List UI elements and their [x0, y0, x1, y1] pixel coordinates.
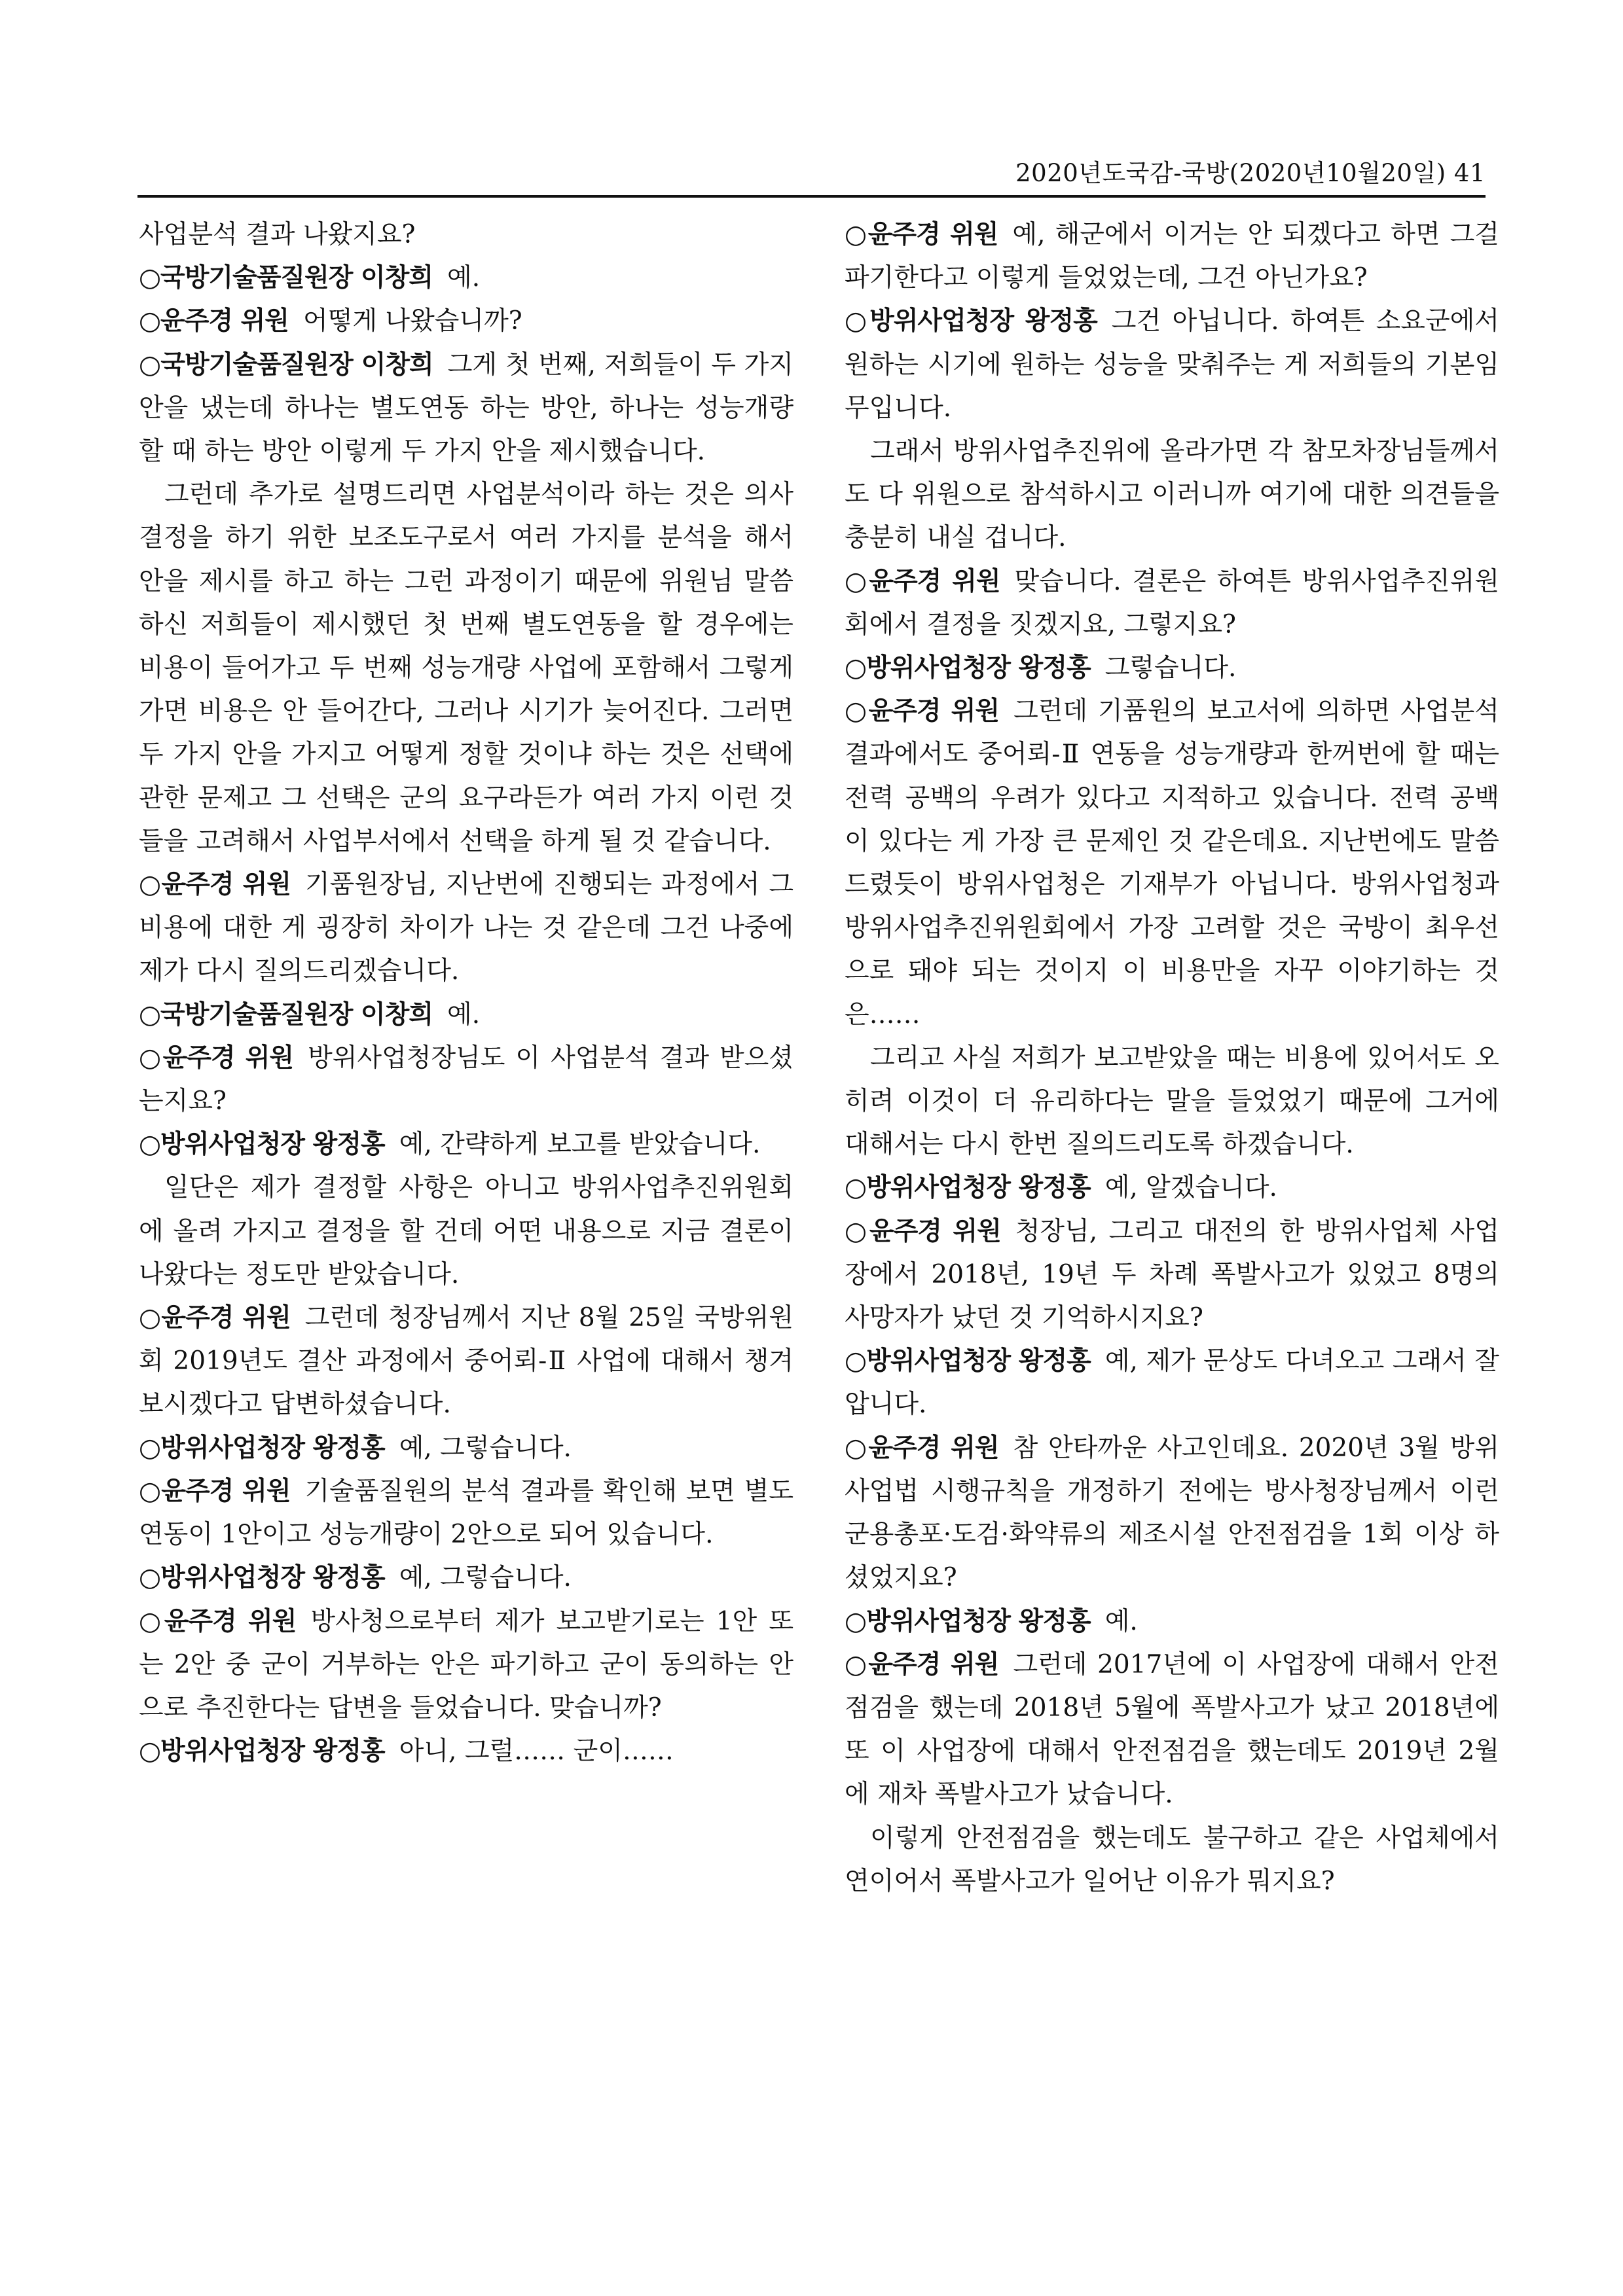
speaker-label: ○윤주경 위원: [139, 1043, 294, 1073]
speech-text: 예.: [447, 263, 481, 293]
speaker-label: ○윤주경 위원: [139, 1476, 291, 1506]
speech-paragraph: [845, 1600, 1499, 1643]
speech-text: 사업분석 결과 나왔지요?: [139, 220, 416, 249]
speaker-label: ○방위사업청장 왕정홍: [139, 1433, 385, 1463]
speech-text: 이렇게 안전점검을 했는데도 불구하고 같은 사업체에서 연이어서 폭발사고가 일어난 이유가 뭐지요?: [845, 1823, 1499, 1896]
speaker-label: ○국방기술품질원장 이창희: [139, 350, 433, 380]
speech-paragraph: [845, 1166, 1499, 1210]
speaker-label: ○국방기술품질원장 이창희: [139, 263, 433, 293]
speech-text: 예, 해군에서 이거는 안 되겠다고 하면 그걸 파기한다고 이렇게 들었었는데, 그건 아닌가요?: [845, 220, 1499, 293]
speech-text: 그런데 청장님께서 지난 8월 25일 국방위원회 2019년도 결산 과정에서 중어뢰-Ⅱ 사업에 대해서 챙겨 보시겠다고 답변하셨습니다.: [139, 1303, 793, 1420]
speech-text: 기술품질원의 분석 결과를 확인해 보면 별도연동이 1안이고 성능개량이 2안으로 되어 있습니다.: [139, 1476, 793, 1550]
continuation-paragraph: [139, 213, 793, 257]
speech-paragraph: [845, 1427, 1499, 1600]
speech-paragraph: [845, 1210, 1499, 1340]
speech-text: 그래서 방위사업추진위에 올라가면 각 참모차장님들께서도 다 위원으로 참석하시고 이러니까 여기에 대한 의견들을 충분히 내실 겁니다.: [845, 437, 1499, 553]
speech-text: 맞습니다. 결론은 하여튼 방위사업추진위원회에서 결정을 짓겠지요, 그렇지요?: [845, 566, 1499, 639]
speaker-label: ○방위사업청장 왕정홍: [845, 1606, 1091, 1636]
speaker-label: ○방위사업청장 왕정홍: [139, 1563, 385, 1593]
continuation-paragraph: [845, 1037, 1499, 1167]
speech-text: 일단은 제가 결정할 사항은 아니고 방위사업추진위원회에 올려 가지고 결정을 할 건데 어떤 내용으로 지금 결론이 나왔다는 정도만 받았습니다.: [139, 1173, 793, 1289]
speech-paragraph: [139, 1297, 793, 1427]
continuation-paragraph: [139, 473, 793, 863]
speaker-label: ○윤주경 위원: [845, 1216, 1001, 1246]
speech-text: 그런데 기품원의 보고서에 의하면 사업분석 결과에서도 중어뢰-Ⅱ 연동을 성능개량과 한꺼번에 할 때는 전력 공백의 우려가 있다고 지적하고 있습니다. 전력 공백이 있다는 게 가장 큰 문제인 것 같은데요. 지난번에도 말씀드렸듯이 방위사업청은 기재부가 아닙니다. 방위사업청과 방위사업추진위원회에서 가장 고려할 것은 국방이 최우선으로 돼야 되는 것이지 이 비용만을 자꾸 이야기하는 것은……: [845, 696, 1499, 1030]
speech-text: 아니, 그럴…… 군이……: [399, 1736, 674, 1767]
speech-text: 그리고 사실 저희가 보고받았을 때는 비용에 있어서도 오히려 이것이 더 유리하다는 말을 들었었기 때문에 그거에 대해서는 다시 한번 질의드리도록 하겠습니다.: [845, 1043, 1499, 1160]
speaker-label: ○방위사업청장 왕정홍: [845, 653, 1091, 683]
speech-paragraph: [139, 1730, 793, 1773]
speaker-label: ○국방기술품질원장 이창희: [139, 999, 433, 1030]
speaker-label: ○윤주경 위원: [845, 1649, 999, 1679]
speech-text: 예, 그렇습니다.: [399, 1433, 572, 1463]
speaker-label: ○방위사업청장 왕정홍: [139, 1736, 385, 1767]
speech-text: 청장님, 그리고 대전의 한 방위사업체 사업장에서 2018년, 19년 두 차례 폭발사고가 있었고 8명의 사망자가 났던 것 기억하시지요?: [845, 1216, 1499, 1333]
speech-paragraph: [845, 1340, 1499, 1426]
speech-text: 방위사업청장님도 이 사업분석 결과 받으셨는지요?: [139, 1043, 793, 1117]
left-column: [139, 213, 793, 1773]
continuation-paragraph: [845, 1817, 1499, 1903]
speech-paragraph: [139, 344, 793, 474]
speaker-label: ○방위사업청장 왕정홍: [845, 306, 1097, 336]
speech-paragraph: [139, 1123, 793, 1166]
speech-text: 예, 제가 문상도 다녀오고 그래서 잘 압니다.: [845, 1346, 1499, 1420]
speaker-label: ○방위사업청장 왕정홍: [845, 1346, 1091, 1376]
speech-paragraph: [845, 213, 1499, 300]
speech-text: 예.: [447, 999, 481, 1030]
speaker-label: ○윤주경 위원: [139, 870, 291, 900]
speaker-label: ○윤주경 위원: [845, 566, 1000, 596]
continuation-paragraph: [139, 1166, 793, 1297]
speech-paragraph: [139, 1470, 793, 1556]
speaker-label: ○윤주경 위원: [845, 220, 998, 249]
right-column: [845, 213, 1499, 1903]
speech-text: 어떻게 나왔습니까?: [302, 306, 522, 336]
speaker-label: ○윤주경 위원: [845, 696, 1000, 726]
speech-text: 예, 알겠습니다.: [1104, 1173, 1277, 1203]
speech-paragraph: [139, 257, 793, 300]
header-title: 2020년도국감-국방(2020년10월20일) 41: [1015, 159, 1486, 187]
speech-text: 그런데 2017년에 이 사업장에 대해서 안전점검을 했는데 2018년 5월에 폭발사고가 났고 2018년에 또 이 사업장에 대해서 안전점검을 했는데도 2019년 2월에 재차 폭발사고가 났습니다.: [845, 1649, 1499, 1810]
speech-text: 방사청으로부터 제가 보고받기로는 1안 또는 2안 중 군이 거부하는 안은 파기하고 군이 동의하는 안으로 추진한다는 답변을 들었습니다. 맞습니까?: [139, 1606, 794, 1723]
speech-paragraph: [845, 647, 1499, 690]
speech-text: 예, 그렇습니다.: [399, 1563, 572, 1593]
speech-text: 그렇습니다.: [1104, 653, 1237, 683]
speaker-label: ○방위사업청장 왕정홍: [845, 1173, 1091, 1203]
speech-text: 예.: [1104, 1606, 1138, 1636]
speech-paragraph: [845, 1643, 1499, 1817]
speech-text: 기품원장님, 지난번에 진행되는 과정에서 그 비용에 대한 게 굉장히 차이가 나는 것 같은데 그건 나중에 제가 다시 질의드리겠습니다.: [139, 870, 793, 986]
speech-text: 그게 첫 번째, 저희들이 두 가지 안을 냈는데 하나는 별도연동 하는 방안, 하나는 성능개량 할 때 하는 방안 이렇게 두 가지 안을 제시했습니다.: [139, 350, 793, 467]
speech-paragraph: [139, 1037, 793, 1123]
speech-paragraph: [139, 994, 793, 1037]
speaker-label: ○윤주경 위원: [845, 1433, 999, 1463]
speech-paragraph: [139, 1600, 793, 1731]
speaker-label: ○윤주경 위원: [139, 1303, 291, 1333]
continuation-paragraph: [845, 430, 1499, 560]
speech-paragraph: [139, 1427, 793, 1470]
speech-paragraph: [139, 300, 793, 343]
speech-paragraph: [845, 690, 1499, 1037]
speech-paragraph: [139, 863, 793, 994]
speaker-label: ○방위사업청장 왕정홍: [139, 1130, 385, 1160]
speech-text: 그런데 추가로 설명드리면 사업분석이라 하는 것은 의사결정을 하기 위한 보조도구로서 여러 가지를 분석을 해서 안을 제시를 하고 하는 그런 과정이기 때문에 위원님 말씀하신 저희들이 제시했던 첫 번째 별도연동을 할 경우에는 비용이 들어가고 두 번째 성능개량 사업에 포함해서 그렇게 가면 비용은 안 들어간다, 그러나 시기가 늦어진다. 그러면 두 가지 안을 가지고 어떻게 정할 것이냐 하는 것은 선택에 관한 문제고 그 선택은 군의 요구라든가 여러 가지 이런 것들을 고려해서 사업부서에서 선택을 하게 될 것 같습니다.: [139, 480, 793, 856]
speech-paragraph: [845, 560, 1499, 647]
page-header: [137, 149, 1486, 198]
speech-paragraph: [139, 1556, 793, 1600]
speech-text: 예, 간략하게 보고를 받았습니다.: [399, 1130, 761, 1160]
speech-text: 참 안타까운 사고인데요. 2020년 3월 방위사업법 시행규칙을 개정하기 전에는 방사청장님께서 이런 군용총포·도검·화약류의 제조시설 안전점검을 1회 이상 하셨었지요?: [845, 1433, 1499, 1593]
speech-text: 그건 아닙니다. 하여튼 소요군에서 원하는 시기에 원하는 성능을 맞춰주는 게 저희들의 기본임무입니다.: [845, 306, 1499, 423]
speaker-label: ○윤주경 위원: [139, 1606, 297, 1636]
speech-paragraph: [845, 300, 1499, 430]
speaker-label: ○윤주경 위원: [139, 306, 289, 336]
